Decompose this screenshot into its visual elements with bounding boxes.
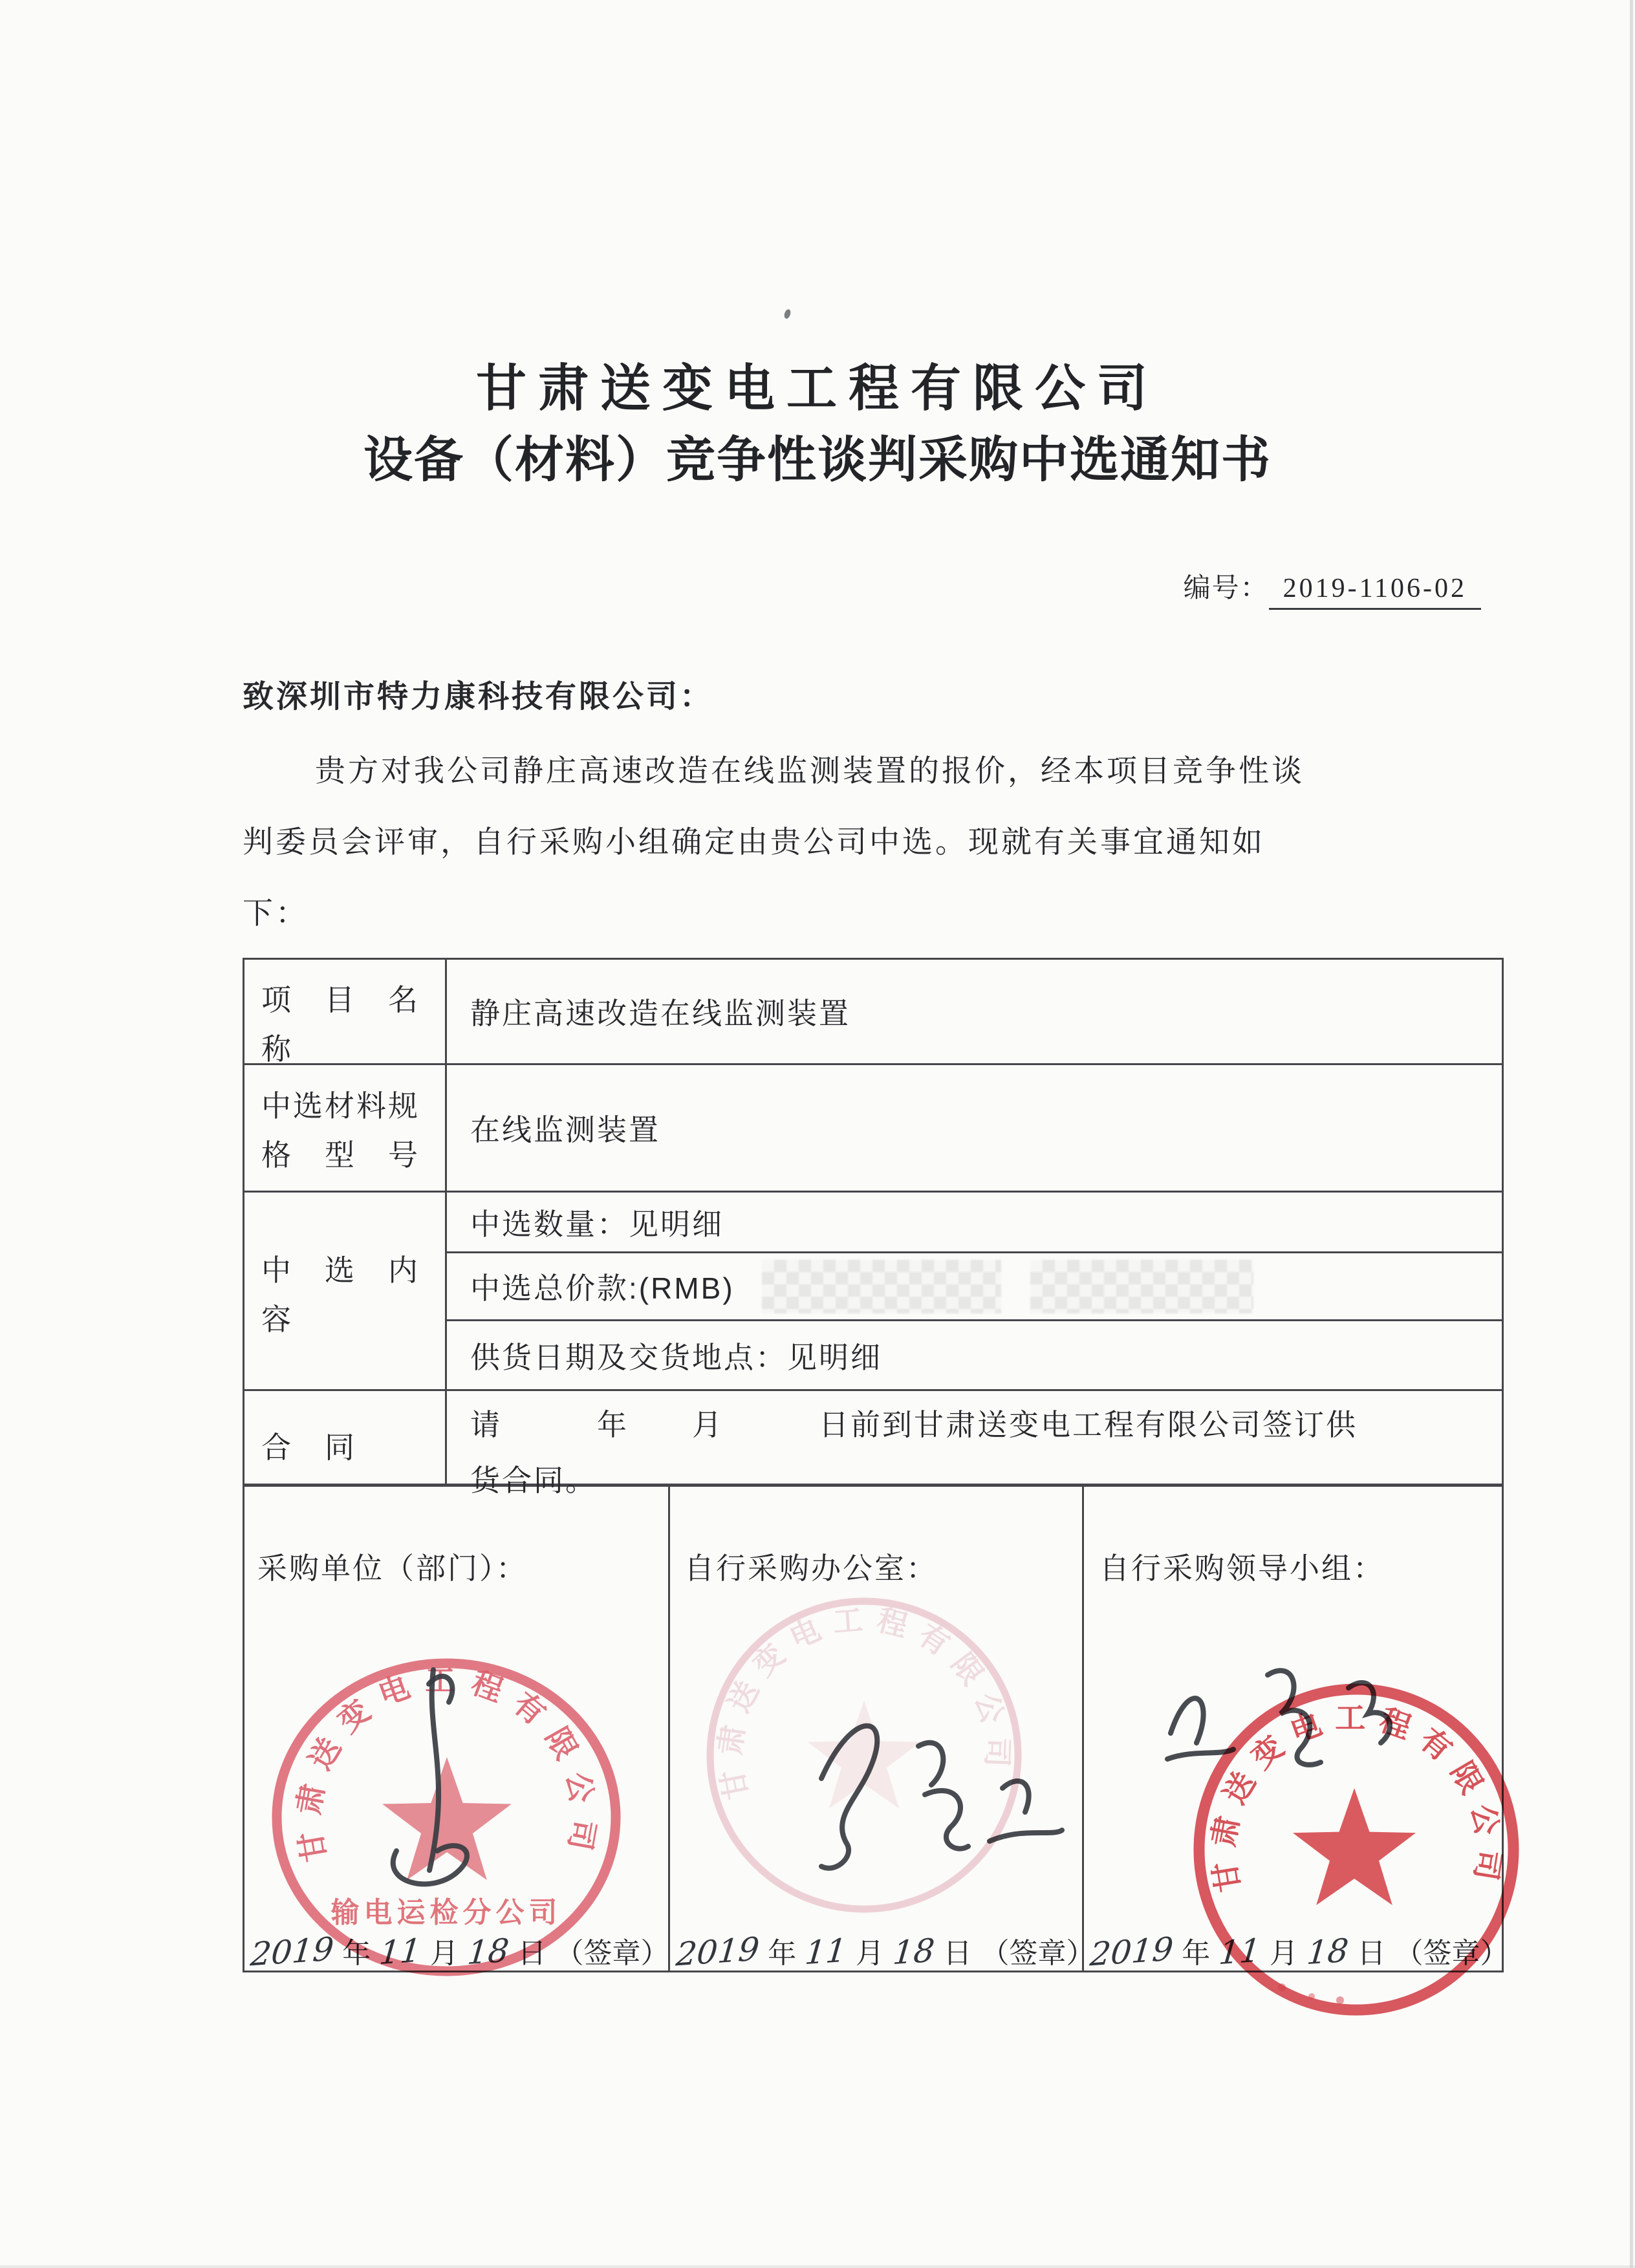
label-selection-content-line2: 容 [261,1302,293,1336]
label-contract: 合 同 [261,1431,356,1464]
month-label: 月 [429,1938,459,1969]
handwritten-day: 18 [466,1931,511,1972]
label-project-name-line1: 项 目 名 [261,983,420,1017]
company-seal-left [264,1656,629,1982]
doc-number-value: 2019-1106-02 [1269,573,1481,610]
signature-right [1135,1630,1413,1811]
year-label: 年 [342,1938,371,1969]
company-title: 甘肃送变电工程有限公司 [475,360,1159,416]
redacted-price-block [1030,1260,1253,1313]
seal-ink-speck [1278,1983,1286,1991]
sign-date-col2 [674,1930,1095,1974]
handwritten-signature [821,1726,877,1868]
seal-ring-text: 甘肃送变电工程有限公司 [290,1663,602,1866]
handwritten-day: 18 [891,1931,937,1972]
doc-number [1184,567,1481,610]
body-line-3: 下： [243,896,309,930]
heading-procurement-office: 自行采购办公室： [684,1551,938,1585]
seal-branch-text: 输电运检分公司 [330,1897,562,1928]
label-material-spec [244,1081,445,1180]
addressee-line: 致深圳市特力康科技有限公司： [243,680,714,714]
signature-middle [724,1630,1087,1901]
label-project-name-line2: 称 [261,1032,293,1066]
scan-edge-bottom [0,2265,1635,2268]
seal-label: （签章） [1394,1938,1509,1969]
seal-ink-speck [1336,1996,1344,2004]
seal-label: （签章） [980,1938,1095,1969]
handwritten-month: 11 [1217,1931,1262,1972]
heading-purchasing-unit: 采购单位（部门）： [257,1551,528,1585]
day-label: 日 [1357,1938,1386,1969]
doc-number-label: 编号： [1183,572,1269,603]
table-rule [668,1487,670,1971]
body-line-1: 贵方对我公司静庄高速改造在线监测装置的报价，经本项目竞争性谈 [315,753,1305,788]
value-contract [447,1389,1502,1497]
heading-leading-group: 自行采购领导小组： [1099,1551,1385,1585]
handwritten-year: 2019 [1088,1930,1175,1974]
notice-title: 设备（材料）竞争性谈判采购中选通知书 [363,433,1272,488]
handwritten-day: 18 [1305,1931,1350,1972]
label-material-spec-line2: 格 型 号 [261,1138,420,1172]
seal-ink-speck [1308,1993,1315,2000]
handwritten-signature [1167,1698,1233,1759]
label-project-name [244,975,445,1074]
year-label: 年 [1182,1938,1211,1969]
label-material-spec-line1: 中选材料规 [261,1089,420,1123]
scan-edge-right [1630,0,1633,2268]
handwritten-year: 2019 [248,1930,336,1974]
handwritten-year: 2019 [674,1930,761,1974]
value-total-price: 中选总价款:(RMB) [470,1271,735,1305]
month-label: 月 [855,1938,884,1969]
handwritten-month: 11 [803,1931,849,1972]
handwritten-signature [918,1743,968,1849]
handwritten-signature [1348,1683,1390,1743]
seal-star-icon [382,1757,512,1880]
value-quantity: 中选数量：见明细 [470,1207,724,1241]
value-project-name: 静庄高速改造在线监测装置 [470,997,850,1030]
redacted-price-block [762,1260,1001,1313]
seal-label: （签章） [555,1938,669,1969]
contract-line1: 请 年 月 日前到甘肃送变电工程有限公司签订供 [470,1408,1358,1442]
year-label: 年 [768,1938,797,1969]
value-delivery: 供货日期及交货地点：见明细 [470,1340,882,1374]
seal-ring-text: 甘肃送变电工程有限公司 [712,1602,1015,1802]
day-label: 日 [517,1938,547,1969]
day-label: 日 [943,1938,972,1969]
value-material-spec: 在线监测装置 [470,1113,660,1147]
body-line-2: 判委员会评审，自行采购小组确定由贵公司中选。现就有关事宜通知如 [243,825,1265,859]
contract-line2: 货合同。 [470,1463,597,1497]
label-selection-content [244,1246,445,1344]
seal-ring-text: 甘肃送变电工程有限公司 [1205,1700,1508,1895]
label-selection-content-line1: 中 选 内 [261,1253,420,1287]
handwritten-signature [1268,1670,1321,1765]
handwritten-signature [990,1781,1062,1841]
handwritten-month: 11 [378,1931,423,1972]
month-label: 月 [1269,1938,1298,1969]
ink-speck [783,308,792,319]
